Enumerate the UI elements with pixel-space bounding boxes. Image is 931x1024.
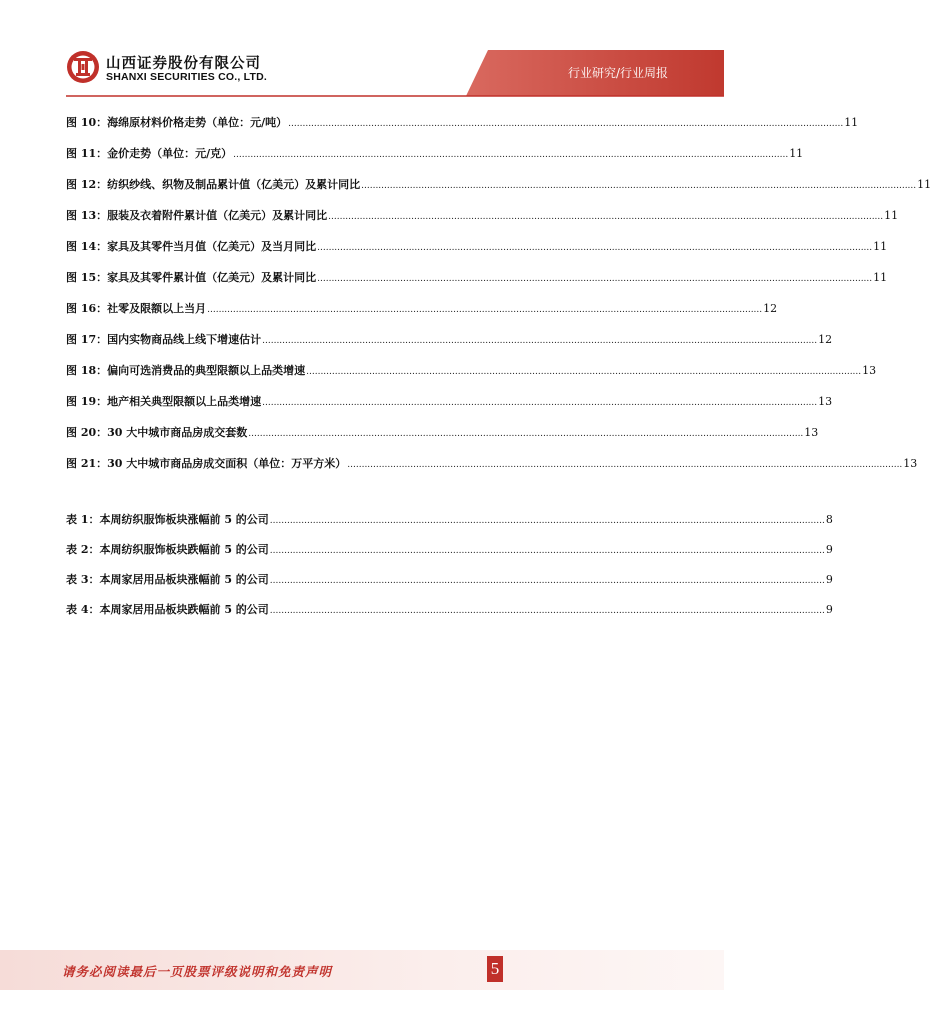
report-category-tag: 行业研究/行业周报	[567, 66, 668, 80]
toc-page: 13	[903, 457, 918, 470]
toc-page: 9	[825, 543, 833, 556]
toc-entry[interactable]	[66, 455, 918, 471]
toc-title: 纺织纱线、织物及制品累计值（亿美元）及累计同比	[107, 178, 361, 191]
toc-page: 12	[763, 302, 778, 315]
toc-leader: ..................................................................................................................................................................................................	[233, 150, 789, 160]
toc-entry[interactable]	[66, 269, 888, 285]
toc-title: 地产相关典型限额以上品类增速	[107, 395, 262, 408]
toc-label: 图 17：	[66, 333, 108, 346]
toc-label: 图 14：	[66, 240, 108, 253]
toc-leader: ..................................................................................................................................................................................................	[269, 606, 825, 616]
page-header	[0, 0, 724, 100]
toc-title: 本周纺织服饰板块跌幅前 5 的公司	[99, 543, 269, 556]
toc-title: 海绵原材料价格走势（单位：元/吨）	[107, 116, 288, 129]
toc-label: 图 19：	[66, 395, 108, 408]
toc-entry[interactable]	[66, 207, 899, 223]
toc-page: 12	[818, 333, 833, 346]
toc-title: 30 大中城市商品房成交面积（单位：万平方米）	[107, 457, 347, 470]
toc-leader: ..................................................................................................................................................................................................	[262, 398, 818, 408]
toc-title: 社零及限额以上当月	[107, 302, 207, 315]
toc-entry[interactable]	[66, 424, 819, 440]
toc-entry[interactable]	[66, 145, 804, 161]
toc-leader: ..................................................................................................................................................................................................	[361, 181, 917, 191]
toc-title: 30 大中城市商品房成交套数	[107, 426, 248, 439]
toc-title: 国内实物商品线上线下增速估计	[107, 333, 262, 346]
toc-label: 图 15：	[66, 271, 108, 284]
toc-entry[interactable]	[66, 238, 888, 254]
toc-entry[interactable]	[66, 393, 833, 409]
toc-entry[interactable]	[66, 176, 931, 192]
toc-entry[interactable]	[66, 362, 877, 378]
toc-entry[interactable]	[66, 541, 833, 557]
toc-entry[interactable]	[66, 511, 833, 527]
toc-entry[interactable]	[66, 300, 778, 316]
toc-page: 11	[884, 209, 899, 222]
toc-leader: ..................................................................................................................................................................................................	[269, 576, 825, 586]
toc-entry[interactable]	[66, 601, 833, 617]
toc-entry[interactable]	[66, 571, 833, 587]
toc-leader: ..................................................................................................................................................................................................	[262, 336, 818, 346]
toc-title: 本周家居用品板块涨幅前 5 的公司	[99, 573, 269, 586]
toc-leader: ..................................................................................................................................................................................................	[317, 274, 873, 284]
toc-page: 9	[825, 603, 833, 616]
toc-label: 图 12：	[66, 178, 108, 191]
toc-page: 11	[789, 147, 804, 160]
toc-leader: ..................................................................................................................................................................................................	[328, 212, 884, 222]
toc-label: 图 18：	[66, 364, 108, 377]
toc-label: 表 4：	[66, 603, 100, 616]
header-banner	[0, 0, 724, 100]
toc-label: 图 10：	[66, 116, 108, 129]
toc-label: 图 20：	[66, 426, 108, 439]
toc-title: 本周纺织服饰板块涨幅前 5 的公司	[99, 513, 269, 526]
toc-entry[interactable]	[66, 331, 833, 347]
toc-title: 家具及其零件累计值（亿美元）及累计同比	[107, 271, 317, 284]
toc-leader: ..................................................................................................................................................................................................	[207, 305, 763, 315]
toc-page: 8	[825, 513, 833, 526]
toc-label: 表 1：	[66, 513, 100, 526]
toc-label: 图 11：	[66, 147, 108, 160]
toc-leader: ..................................................................................................................................................................................................	[269, 546, 825, 556]
toc-leader: ..................................................................................................................................................................................................	[269, 516, 825, 526]
toc-page: 11	[873, 271, 888, 284]
toc-title: 金价走势（单位：元/克）	[107, 147, 233, 160]
toc-page: 11	[873, 240, 888, 253]
toc-leader: ..................................................................................................................................................................................................	[317, 243, 873, 253]
toc-title: 偏向可选消费品的典型限额以上品类增速	[107, 364, 306, 377]
toc-page: 13	[818, 395, 833, 408]
toc-title: 家具及其零件当月值（亿美元）及当月同比	[107, 240, 317, 253]
toc-label: 表 2：	[66, 543, 100, 556]
toc-page: 9	[825, 573, 833, 586]
toc-leader: ..................................................................................................................................................................................................	[347, 460, 903, 470]
toc-label: 图 16：	[66, 302, 108, 315]
toc-page: 11	[844, 116, 859, 129]
toc-title: 服装及衣着附件累计值（亿美元）及累计同比	[107, 209, 328, 222]
company-name-en: SHANXI SECURITIES CO., LTD.	[106, 71, 267, 83]
toc-label: 图 13：	[66, 209, 108, 222]
company-name-cn: 山西证券股份有限公司	[106, 56, 261, 72]
toc-entry[interactable]	[66, 114, 859, 130]
disclaimer-text: 请务必阅读最后一页股票评级说明和免责声明	[62, 964, 333, 979]
toc-title: 本周家居用品板块跌幅前 5 的公司	[99, 603, 269, 616]
toc-leader: ..................................................................................................................................................................................................	[306, 367, 862, 377]
toc-leader: ..................................................................................................................................................................................................	[248, 429, 804, 439]
company-logo-icon	[66, 50, 100, 84]
toc-label: 表 3：	[66, 573, 100, 586]
page-number: 5	[487, 956, 503, 982]
toc-label: 图 21：	[66, 457, 108, 470]
toc-page: 11	[917, 178, 931, 191]
toc-leader: ..................................................................................................................................................................................................	[288, 119, 844, 129]
toc-page: 13	[804, 426, 819, 439]
toc-page: 13	[862, 364, 877, 377]
